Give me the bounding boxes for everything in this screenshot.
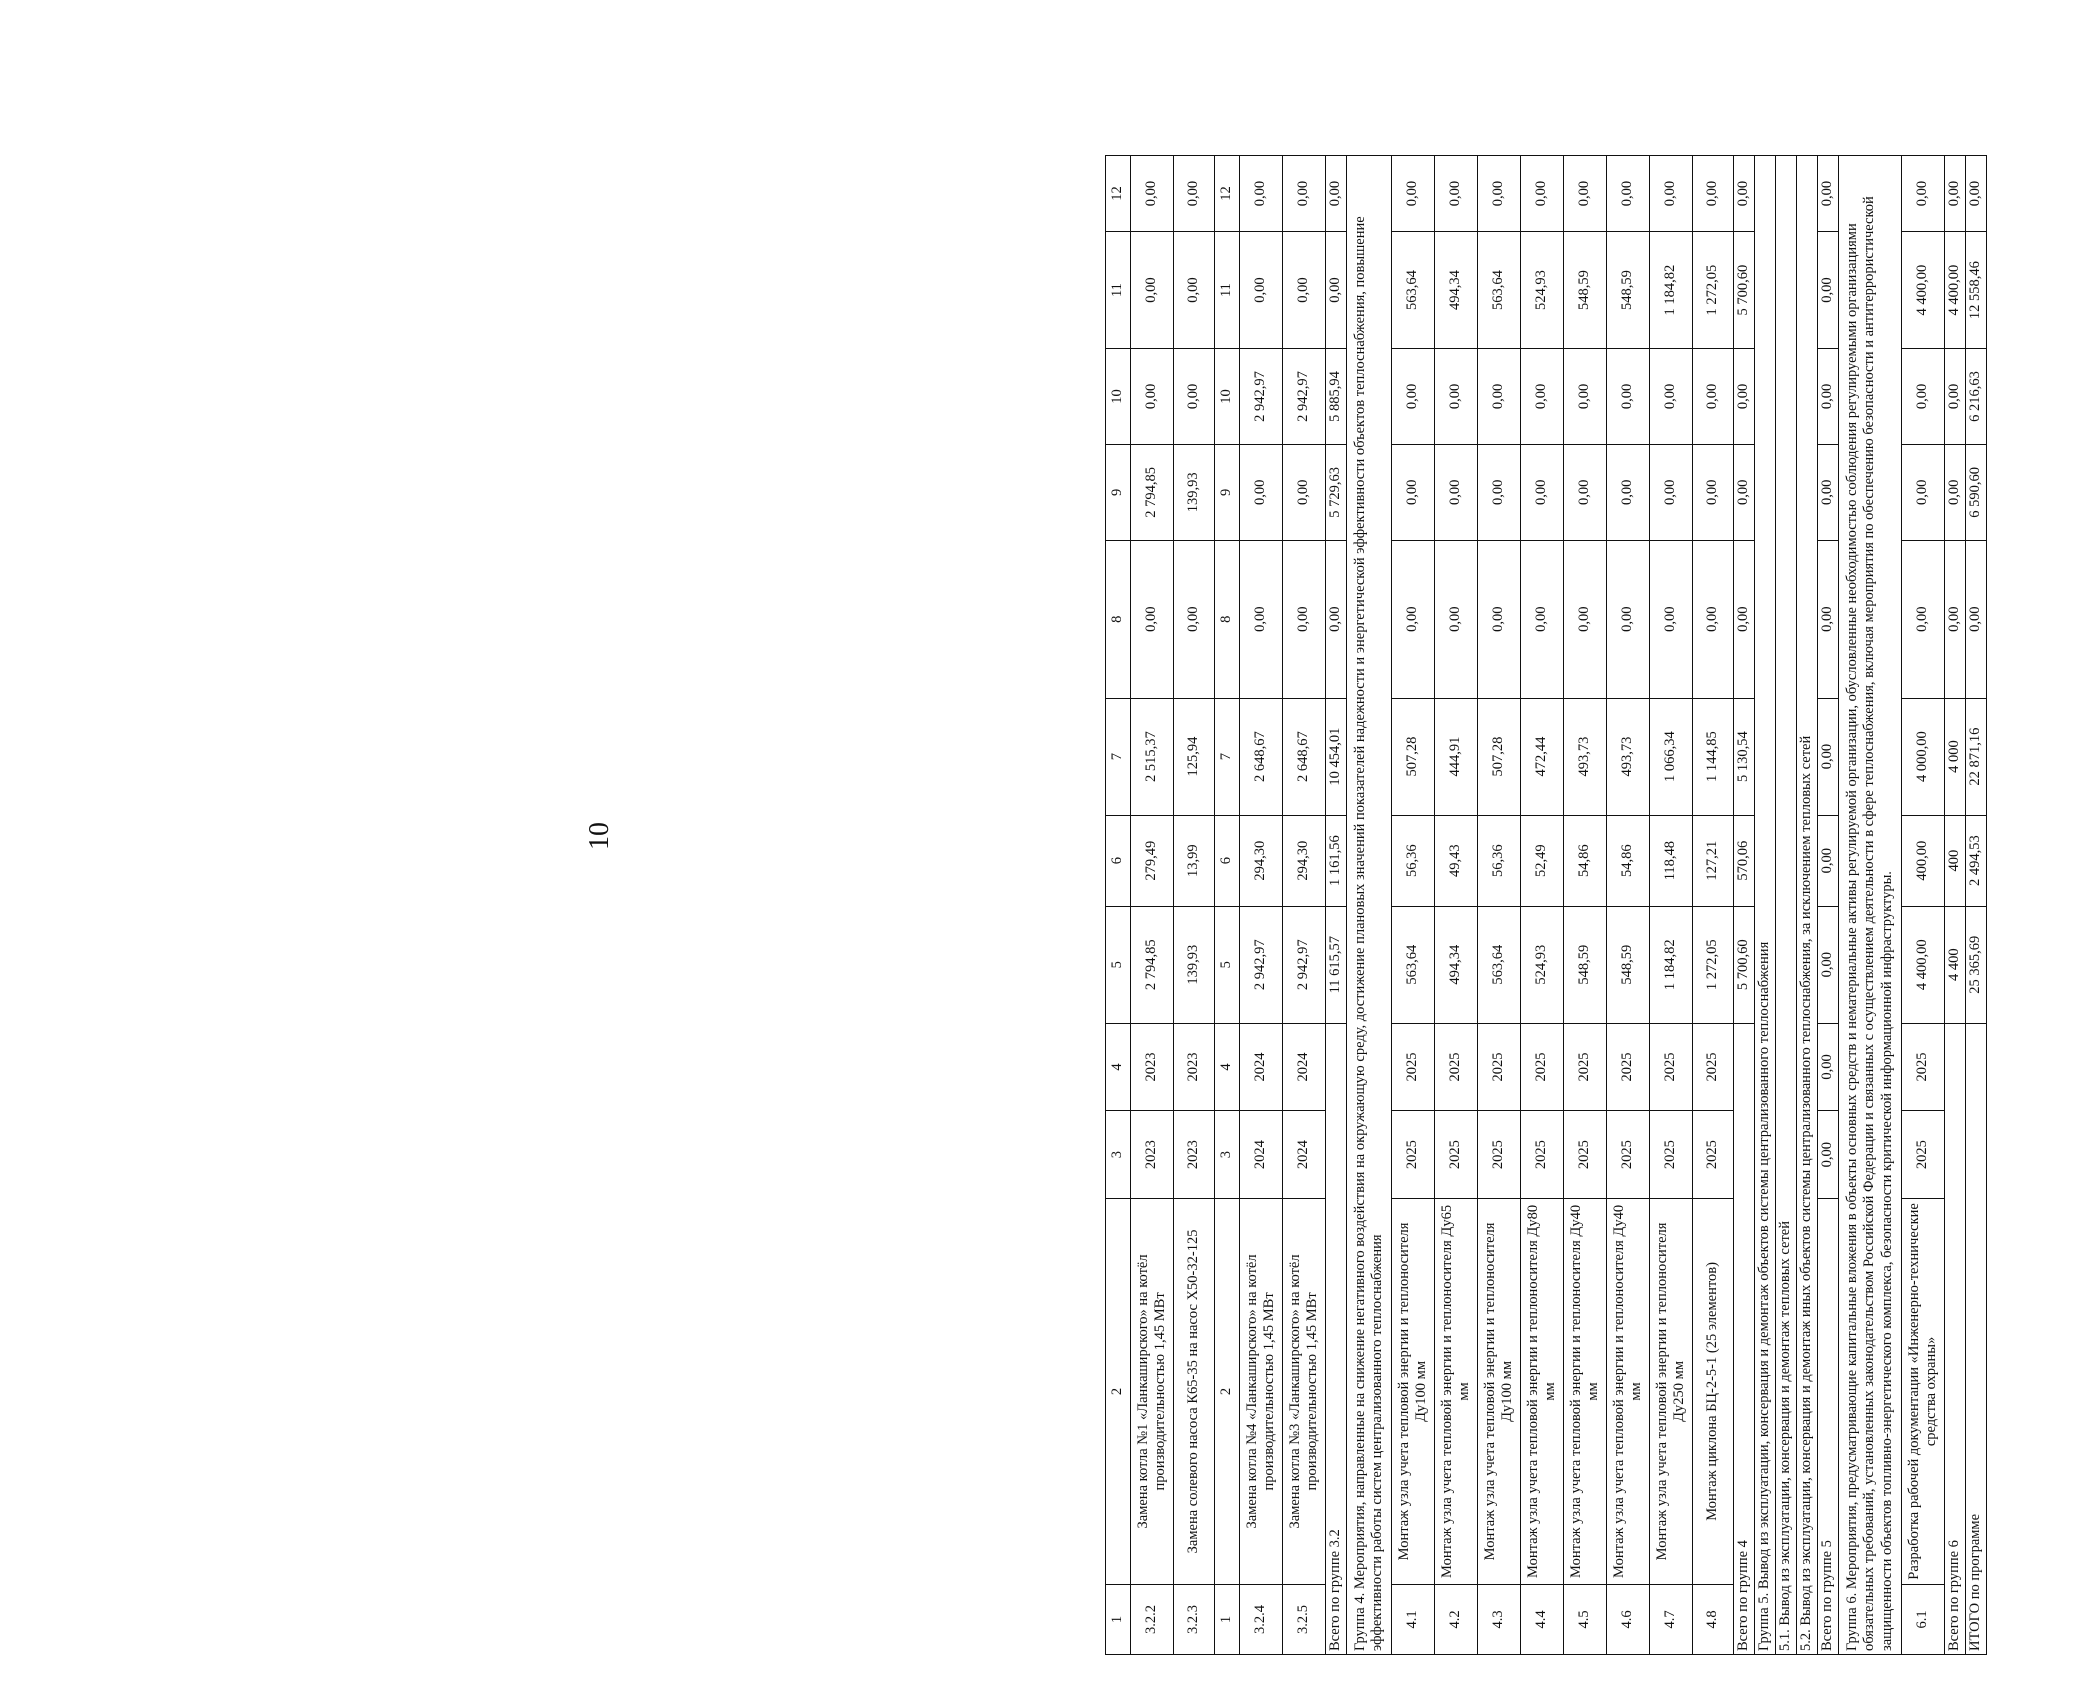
table-cell: 2 942,97	[1283, 349, 1326, 445]
table-cell: 2025	[1521, 1111, 1564, 1199]
table-cell: 0,00	[1435, 349, 1478, 445]
table-cell: 0,00	[1478, 349, 1521, 445]
table-cell: 2025	[1564, 1023, 1607, 1111]
table-cell: 0,00	[1478, 540, 1521, 698]
table-cell: Замена солевого насоса К65-35 на насос Х50-32-125	[1174, 1199, 1215, 1585]
table-cell: 563,64	[1392, 906, 1435, 1023]
table-cell: 0,00	[1818, 906, 1839, 1023]
table-cell: 1 184,82	[1650, 906, 1693, 1023]
table-cell: 0,00	[1435, 444, 1478, 540]
table-cell: 10 454,01	[1326, 698, 1347, 815]
table-cell: 2 942,97	[1240, 906, 1283, 1023]
total-row	[1818, 156, 1839, 1655]
table-cell: 444,91	[1435, 698, 1478, 815]
table-cell: 0,00	[1240, 540, 1283, 698]
table-cell: 2 494,53	[1966, 815, 1987, 906]
table-cell: 0,00	[1392, 156, 1435, 232]
table-cell: 5.2. Вывод из эксплуатации, консервация и демонтаж иных объектов системы централизованного теплоснабжения, за исключением тепловых сетей	[1797, 156, 1818, 1655]
table-cell: 139,93	[1174, 906, 1215, 1023]
table-cell: 1 161,56	[1326, 815, 1347, 906]
table-cell: 0,00	[1283, 156, 1326, 232]
group-heading-row	[1839, 156, 1902, 1655]
table-cell: 279,49	[1131, 815, 1174, 906]
table-cell: 56,36	[1392, 815, 1435, 906]
table-row	[1174, 156, 1215, 1655]
table-cell: 0,00	[1564, 349, 1607, 445]
table-cell: 548,59	[1564, 232, 1607, 349]
table-cell: 10	[1106, 349, 1131, 445]
table-cell: 0,00	[1902, 349, 1945, 445]
total-row	[1326, 156, 1347, 1655]
table-cell: 1 272,05	[1693, 232, 1734, 349]
table-cell: 0,00	[1966, 540, 1987, 698]
table-cell: 3.2.4	[1240, 1584, 1283, 1654]
table-cell: 0,00	[1966, 156, 1987, 232]
table-cell: 4 400,00	[1902, 232, 1945, 349]
table-cell: 0,00	[1392, 444, 1435, 540]
table-cell: 2 648,67	[1283, 698, 1326, 815]
table-cell: 4.3	[1478, 1584, 1521, 1654]
table-row	[1564, 156, 1607, 1655]
table-cell: 2023	[1131, 1111, 1174, 1199]
table-cell: 9	[1215, 444, 1240, 540]
page-number: 10	[584, 822, 615, 850]
table-cell: 49,43	[1435, 815, 1478, 906]
table-cell: 5 729,63	[1326, 444, 1347, 540]
table-cell: 0,00	[1818, 698, 1839, 815]
table-cell: 118,48	[1650, 815, 1693, 906]
table-cell: 0,00	[1240, 232, 1283, 349]
total-row	[1945, 156, 1966, 1655]
table-cell: 4 000	[1945, 698, 1966, 815]
table-cell: 2024	[1240, 1023, 1283, 1111]
table-cell: 5	[1215, 906, 1240, 1023]
table-cell: 3.2.3	[1174, 1584, 1215, 1654]
group-heading-row	[1347, 156, 1392, 1655]
table-cell: 2025	[1902, 1023, 1945, 1111]
table-cell: 5 885,94	[1326, 349, 1347, 445]
table-cell: 548,59	[1607, 232, 1650, 349]
table-cell: Монтаж узла учета тепловой энергии и теплоносителя Ду250 мм	[1650, 1199, 1693, 1585]
table-cell: 0,00	[1902, 156, 1945, 232]
table-cell: 0,00	[1240, 444, 1283, 540]
table-cell: ИТОГО по программе	[1966, 1023, 1987, 1654]
table-row	[1392, 156, 1435, 1655]
table-cell: 494,34	[1435, 232, 1478, 349]
table-row	[1607, 156, 1650, 1655]
table-cell: 0,00	[1607, 540, 1650, 698]
table-cell: 6	[1106, 815, 1131, 906]
table-cell: 2023	[1174, 1023, 1215, 1111]
table-cell: Монтаж циклона БЦ-2-5-1 (25 элементов)	[1693, 1199, 1734, 1585]
table-cell: 22 871,16	[1966, 698, 1987, 815]
table-cell: 2024	[1240, 1111, 1283, 1199]
table-cell: 2025	[1521, 1023, 1564, 1111]
table-cell: 127,21	[1693, 815, 1734, 906]
table-cell: 0,00	[1478, 444, 1521, 540]
table-cell: 0,00	[1734, 349, 1755, 445]
table-cell: 0,00	[1435, 156, 1478, 232]
table-cell: 472,44	[1521, 698, 1564, 815]
table-cell: 2025	[1650, 1023, 1693, 1111]
table-cell: 494,34	[1435, 906, 1478, 1023]
table-cell: 4 000,00	[1902, 698, 1945, 815]
table-cell: Всего по группе 4	[1734, 1023, 1755, 1654]
table-cell: Всего по группе 6	[1945, 1023, 1966, 1654]
table-cell: 0,00	[1945, 444, 1966, 540]
table-cell: 0,00	[1902, 444, 1945, 540]
table-cell: 5 130,54	[1734, 698, 1755, 815]
table-row	[1478, 156, 1521, 1655]
table-cell: 0,00	[1650, 540, 1693, 698]
table-cell: 3	[1215, 1111, 1240, 1199]
table-cell: 2	[1106, 1199, 1131, 1585]
group-heading-row	[1776, 156, 1797, 1655]
table-cell: 5 700,60	[1734, 906, 1755, 1023]
table-cell: 4.5	[1564, 1584, 1607, 1654]
table-cell: 0,00	[1734, 540, 1755, 698]
table-cell: Замена котла №4 «Ланкаширского» на котёл производительностью 1,45 МВт	[1240, 1199, 1283, 1585]
table-cell: 4 400,00	[1902, 906, 1945, 1023]
table-cell: Группа 4. Мероприятия, направленные на снижение негативного воздействия на окружающую среду, достижение плановых значений показателей надежности и энергетической эффективности объектов теплоснабжения, повышение эффективности работы систем централизованного теплоснабжения	[1347, 156, 1392, 1655]
table-cell: 13,99	[1174, 815, 1215, 906]
table-cell: 294,30	[1283, 815, 1326, 906]
table-cell: 2025	[1478, 1111, 1521, 1199]
table-cell: 0,00	[1392, 540, 1435, 698]
table-cell: 493,73	[1607, 698, 1650, 815]
table-cell: 8	[1215, 540, 1240, 698]
group-heading-row	[1755, 156, 1776, 1655]
table-cell: 52,49	[1521, 815, 1564, 906]
table-cell: 0,00	[1818, 349, 1839, 445]
table-cell: 11	[1106, 232, 1131, 349]
table-cell: Монтаж узла учета тепловой энергии и теплоносителя Ду80 мм	[1521, 1199, 1564, 1585]
table-cell: 1	[1106, 1584, 1131, 1654]
table-cell: 400,00	[1902, 815, 1945, 906]
table-cell: 4 400,00	[1945, 232, 1966, 349]
table-cell: 4.1	[1392, 1584, 1435, 1654]
table-cell: 0,00	[1283, 232, 1326, 349]
table-cell: 1 144,85	[1693, 698, 1734, 815]
table-cell: 2025	[1392, 1023, 1435, 1111]
table-cell: 1 272,05	[1693, 906, 1734, 1023]
table-cell: 570,06	[1734, 815, 1755, 906]
table-cell: 0,00	[1240, 156, 1283, 232]
table-row	[1650, 156, 1693, 1655]
table-cell: 6.1	[1902, 1584, 1945, 1654]
table-cell: 3	[1106, 1111, 1131, 1199]
table-cell: 2024	[1283, 1023, 1326, 1111]
table-cell: 4.6	[1607, 1584, 1650, 1654]
table-cell: 524,93	[1521, 906, 1564, 1023]
table-cell: 0,00	[1693, 156, 1734, 232]
table-cell: 0,00	[1283, 444, 1326, 540]
table-row	[1902, 156, 1945, 1655]
table-cell: 524,93	[1521, 232, 1564, 349]
table-cell: 0,00	[1902, 540, 1945, 698]
table-cell: 2	[1215, 1199, 1240, 1585]
table-cell: 2025	[1435, 1023, 1478, 1111]
table-cell: 548,59	[1564, 906, 1607, 1023]
table-cell: 0,00	[1945, 540, 1966, 698]
table-cell: 0,00	[1326, 232, 1347, 349]
group-heading-row	[1797, 156, 1818, 1655]
table-cell: 1 184,82	[1650, 232, 1693, 349]
table-cell: 0,00	[1818, 815, 1839, 906]
program-table	[1105, 155, 1987, 1655]
table-cell: 2025	[1478, 1023, 1521, 1111]
table-cell: 493,73	[1564, 698, 1607, 815]
table-cell: 0,00	[1650, 156, 1693, 232]
table-cell: 548,59	[1607, 906, 1650, 1023]
table-cell: 0,00	[1693, 540, 1734, 698]
table-cell: Всего по группе 3.2	[1326, 1023, 1347, 1654]
table-cell: 2025	[1435, 1111, 1478, 1199]
table-cell: 0,00	[1283, 540, 1326, 698]
table-cell: 139,93	[1174, 444, 1215, 540]
table-cell: Замена котла №1 «Ланкаширского» на котёл производительностью 1,45 МВт	[1131, 1199, 1174, 1585]
table-cell: 0,00	[1693, 444, 1734, 540]
table-cell: 2025	[1693, 1023, 1734, 1111]
table-cell: 4.7	[1650, 1584, 1693, 1654]
table-cell: 0,00	[1521, 349, 1564, 445]
table-cell: 0,00	[1435, 540, 1478, 698]
table-cell: Монтаж узла учета тепловой энергии и теплоносителя Ду40 мм	[1564, 1199, 1607, 1585]
table-cell: 54,86	[1564, 815, 1607, 906]
table-cell: 400	[1945, 815, 1966, 906]
table-cell: 2 794,85	[1131, 444, 1174, 540]
table-cell: 2 794,85	[1131, 906, 1174, 1023]
table-cell: 2 942,97	[1283, 906, 1326, 1023]
table-cell: 0,00	[1174, 349, 1215, 445]
table-cell: 56,36	[1478, 815, 1521, 906]
table-cell: 0,00	[1326, 540, 1347, 698]
table-cell: 0,00	[1945, 156, 1966, 232]
table-cell: 507,28	[1478, 698, 1521, 815]
table-cell: 7	[1215, 698, 1240, 815]
table-cell: 0,00	[1131, 540, 1174, 698]
table-cell: 5	[1106, 906, 1131, 1023]
table-cell: 0,00	[1693, 349, 1734, 445]
table-cell: 0,00	[1392, 349, 1435, 445]
table-cell: 125,94	[1174, 698, 1215, 815]
table-cell: 0,00	[1818, 1111, 1839, 1199]
table-row	[1283, 156, 1326, 1655]
table-cell: 0,00	[1174, 232, 1215, 349]
table-cell: 0,00	[1818, 1023, 1839, 1111]
table-cell: 54,86	[1607, 815, 1650, 906]
table-cell: 4.4	[1521, 1584, 1564, 1654]
table-row	[1240, 156, 1283, 1655]
table-cell: 0,00	[1818, 444, 1839, 540]
table-cell: 2024	[1283, 1111, 1326, 1199]
table-cell: 2025	[1650, 1111, 1693, 1199]
total-row	[1734, 156, 1755, 1655]
table-cell: 0,00	[1564, 444, 1607, 540]
table-cell: 0,00	[1607, 444, 1650, 540]
table-cell: Всего по группе 5	[1818, 1199, 1839, 1655]
table-cell: Группа 5. Вывод из эксплуатации, консервация и демонтаж объектов системы централизованного теплоснабжения	[1755, 156, 1776, 1655]
table-cell: 4	[1106, 1023, 1131, 1111]
table-cell: Монтаж узла учета тепловой энергии и теплоносителя Ду65 мм	[1435, 1199, 1478, 1585]
table-cell: 294,30	[1240, 815, 1283, 906]
table-cell: 0,00	[1521, 444, 1564, 540]
table-cell: 0,00	[1734, 156, 1755, 232]
table-cell: 2023	[1131, 1023, 1174, 1111]
table-cell: 0,00	[1818, 156, 1839, 232]
table-cell: Разработка рабочей документации «Инженерно-технические средства охраны»	[1902, 1199, 1945, 1585]
capital-program-table	[1105, 155, 2095, 1655]
table-cell: 3.2.5	[1283, 1584, 1326, 1654]
table-cell: 2023	[1174, 1111, 1215, 1199]
table-cell: 6 590,60	[1966, 444, 1987, 540]
table-cell: 2 515,37	[1131, 698, 1174, 815]
table-cell: 0,00	[1131, 156, 1174, 232]
table-cell: Группа 6. Мероприятия, предусматривающие капитальные вложения в объекты основных средств и нематериальные активы регулируемой организации, обусловленные необходимостью соблюдения регулируемыми организациями обязательных требований, установленных законодательством Российской Федерации и связанных с осуществлением деятельности в сфере теплоснабжения, включая мероприятия по обеспечению безопасности и антитеррористической защищенности объектов топливно-энергетического комплекса, безопасности критической информационной инфраструктуры.	[1839, 156, 1902, 1655]
table-cell: 5.1. Вывод из эксплуатации, консервация и демонтаж тепловых сетей	[1776, 156, 1797, 1655]
header-row	[1215, 156, 1240, 1655]
table-cell: 563,64	[1478, 906, 1521, 1023]
table-cell: 0,00	[1521, 156, 1564, 232]
table-cell: 4.8	[1693, 1584, 1734, 1654]
table-cell: 12 558,46	[1966, 232, 1987, 349]
table-cell: Монтаж узла учета тепловой энергии и теплоносителя Ду100 мм	[1478, 1199, 1521, 1585]
table-cell: 1 066,34	[1650, 698, 1693, 815]
table-row	[1521, 156, 1564, 1655]
table-cell: 0,00	[1174, 540, 1215, 698]
table-cell: 4.2	[1435, 1584, 1478, 1654]
table-cell: 5 700,60	[1734, 232, 1755, 349]
table-cell: 9	[1106, 444, 1131, 540]
table-cell: 0,00	[1607, 349, 1650, 445]
table-cell: 0,00	[1174, 156, 1215, 232]
table-cell: 3.2.2	[1131, 1584, 1174, 1654]
table-cell: 11 615,57	[1326, 906, 1347, 1023]
table-cell: 563,64	[1478, 232, 1521, 349]
table-cell: 0,00	[1131, 232, 1174, 349]
table-row	[1693, 156, 1734, 1655]
table-row	[1131, 156, 1174, 1655]
table-cell: 0,00	[1945, 349, 1966, 445]
table-cell: 2025	[1693, 1111, 1734, 1199]
table-cell: 2025	[1607, 1023, 1650, 1111]
table-cell: 6 216,63	[1966, 349, 1987, 445]
table-cell: 0,00	[1564, 156, 1607, 232]
table-cell: 0,00	[1607, 156, 1650, 232]
table-cell: 507,28	[1392, 698, 1435, 815]
table-cell: 0,00	[1650, 444, 1693, 540]
table-cell: 2025	[1607, 1111, 1650, 1199]
table-cell: Замена котла №3 «Ланкаширского» на котёл производительностью 1,45 МВт	[1283, 1199, 1326, 1585]
table-cell: 7	[1106, 698, 1131, 815]
header-row	[1106, 156, 1131, 1655]
table-cell: 12	[1215, 156, 1240, 232]
table-cell: 2 942,97	[1240, 349, 1283, 445]
table-cell: 0,00	[1564, 540, 1607, 698]
table-cell: 8	[1106, 540, 1131, 698]
table-cell: 11	[1215, 232, 1240, 349]
table-cell: 0,00	[1734, 444, 1755, 540]
table-cell: 0,00	[1478, 156, 1521, 232]
table-cell: 0,00	[1326, 156, 1347, 232]
table-cell: 1	[1215, 1584, 1240, 1654]
table-cell: Монтаж узла учета тепловой энергии и теплоносителя Ду100 мм	[1392, 1199, 1435, 1585]
table-cell: Монтаж узла учета тепловой энергии и теплоносителя Ду40 мм	[1607, 1199, 1650, 1585]
table-cell: 2 648,67	[1240, 698, 1283, 815]
table-cell: 0,00	[1818, 540, 1839, 698]
table-cell: 4 400	[1945, 906, 1966, 1023]
table-row	[1435, 156, 1478, 1655]
table-cell: 10	[1215, 349, 1240, 445]
total-row	[1966, 156, 1987, 1655]
table-cell: 25 365,69	[1966, 906, 1987, 1023]
table-cell: 0,00	[1131, 349, 1174, 445]
table-cell: 2025	[1564, 1111, 1607, 1199]
table-cell: 12	[1106, 156, 1131, 232]
table-cell: 4	[1215, 1023, 1240, 1111]
table-cell: 0,00	[1818, 232, 1839, 349]
table-cell: 0,00	[1521, 540, 1564, 698]
table-cell: 563,64	[1392, 232, 1435, 349]
table-cell: 2025	[1392, 1111, 1435, 1199]
table-cell: 2025	[1902, 1111, 1945, 1199]
table-cell: 6	[1215, 815, 1240, 906]
table-cell: 0,00	[1650, 349, 1693, 445]
